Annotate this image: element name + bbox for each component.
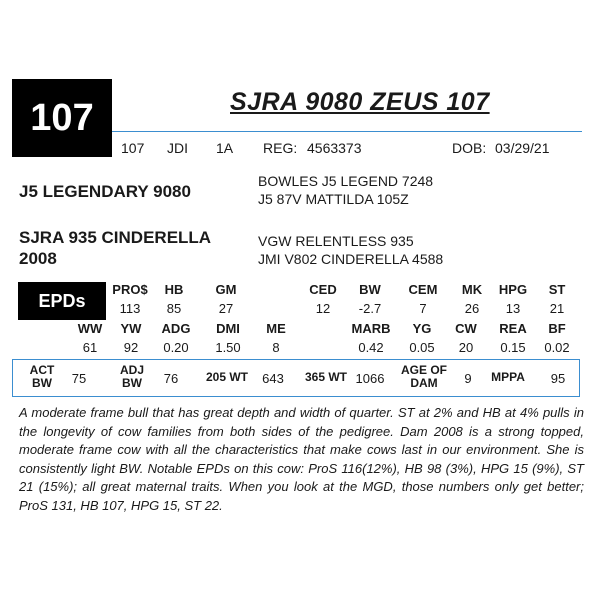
epd-value: 0.20 (163, 340, 189, 355)
epd-value: 92 (123, 340, 139, 355)
epd-value: 13 (505, 301, 521, 316)
epd-value: 7 (419, 301, 427, 316)
epd-header: PRO$ (112, 282, 148, 297)
dam-sire: VGW RELENTLESS 935 (258, 233, 414, 249)
wt365-label: 365 WT (304, 370, 347, 384)
grade: 1A (216, 140, 234, 156)
mppa-value: 95 (550, 371, 566, 386)
animal-name: SJRA 9080 ZEUS 107 (230, 88, 490, 116)
epd-value: -2.7 (358, 301, 382, 316)
epd-value: 113 (119, 301, 141, 316)
epd-header: ADG (161, 321, 191, 336)
epd-value: 0.15 (500, 340, 526, 355)
epd-header: WW (77, 321, 103, 336)
lot-description: A moderate frame bull that has great depth and width of quarter. ST at 2% and HB at 4% pulls in the longevity of cow families from both sides of the pedigree. Dam 2008 is a strong topped, moderate frame cow with all the characteristics that make cows last in our environment. She is consistently light BW. Notable EPDs on this cow: ProS 116(12%), HB 98 (3%), HPG 15 (9%), ST 21 (15%); all great maternal traits. When you look at the MGD, those numbers only get better; ProS 131, HB 107, HPG 15, ST 22. (19, 405, 584, 513)
act-bw-label: ACT BW (29, 363, 55, 390)
title-divider (112, 131, 582, 132)
epd-header: MK (461, 282, 483, 297)
epds-label: EPDs (18, 282, 106, 320)
wt205-value: 643 (262, 371, 284, 386)
epd-header: BW (359, 282, 381, 297)
performance-box (12, 359, 580, 397)
dam-name: SJRA 935 CINDERELLA 2008 (19, 228, 211, 268)
breeder-code: JDI (167, 140, 188, 156)
epd-value: 0.42 (358, 340, 384, 355)
epd-header: YW (120, 321, 142, 336)
epd-header: REA (499, 321, 527, 336)
sire-dam: J5 87V MATTILDA 105Z (258, 191, 409, 207)
sire-sire: BOWLES J5 LEGEND 7248 (258, 173, 434, 189)
adj-bw-label: ADJ BW (119, 363, 144, 390)
mppa-label: MPPA (491, 370, 525, 384)
epd-value: 0.05 (409, 340, 435, 355)
epd-header: ME (266, 321, 286, 336)
epd-header: YG (412, 321, 432, 336)
epd-value: 85 (166, 301, 182, 316)
registration-number: 4563373 (307, 140, 362, 156)
epd-header: CW (455, 321, 477, 336)
age-of-dam-value: 9 (464, 371, 472, 386)
epd-value: 21 (549, 301, 565, 316)
lot-number: 107 (12, 79, 112, 157)
epd-value: 27 (218, 301, 234, 316)
epd-header: CEM (408, 282, 438, 297)
reg-label: REG: (263, 140, 298, 156)
wt365-value: 1066 (355, 371, 385, 386)
epd-value: 20 (458, 340, 474, 355)
epd-value: 8 (272, 340, 280, 355)
birth-date: 03/29/21 (495, 140, 550, 156)
epd-header: DMI (216, 321, 240, 336)
epd-header: CED (309, 282, 337, 297)
sire-name: J5 LEGENDARY 9080 (19, 182, 191, 201)
epd-value: 0.02 (544, 340, 570, 355)
epd-header: HPG (498, 282, 528, 297)
act-bw-value: 75 (71, 371, 87, 386)
epd-value: 1.50 (215, 340, 241, 355)
dam-dam: JMI V802 CINDERELLA 4588 (258, 251, 444, 267)
epd-header: MARB (351, 321, 391, 336)
epd-header: ST (548, 282, 566, 297)
tattoo: 107 (121, 140, 145, 156)
adj-bw-value: 76 (163, 371, 179, 386)
dob-label: DOB: (452, 140, 487, 156)
epd-header: GM (215, 282, 237, 297)
age-of-dam-label: AGE OF DAM (400, 363, 447, 390)
epd-header: HB (164, 282, 184, 297)
wt205-label: 205 WT (205, 370, 248, 384)
epd-value: 61 (82, 340, 98, 355)
epd-value: 12 (315, 301, 331, 316)
epd-header: BF (548, 321, 566, 336)
epd-value: 26 (464, 301, 480, 316)
